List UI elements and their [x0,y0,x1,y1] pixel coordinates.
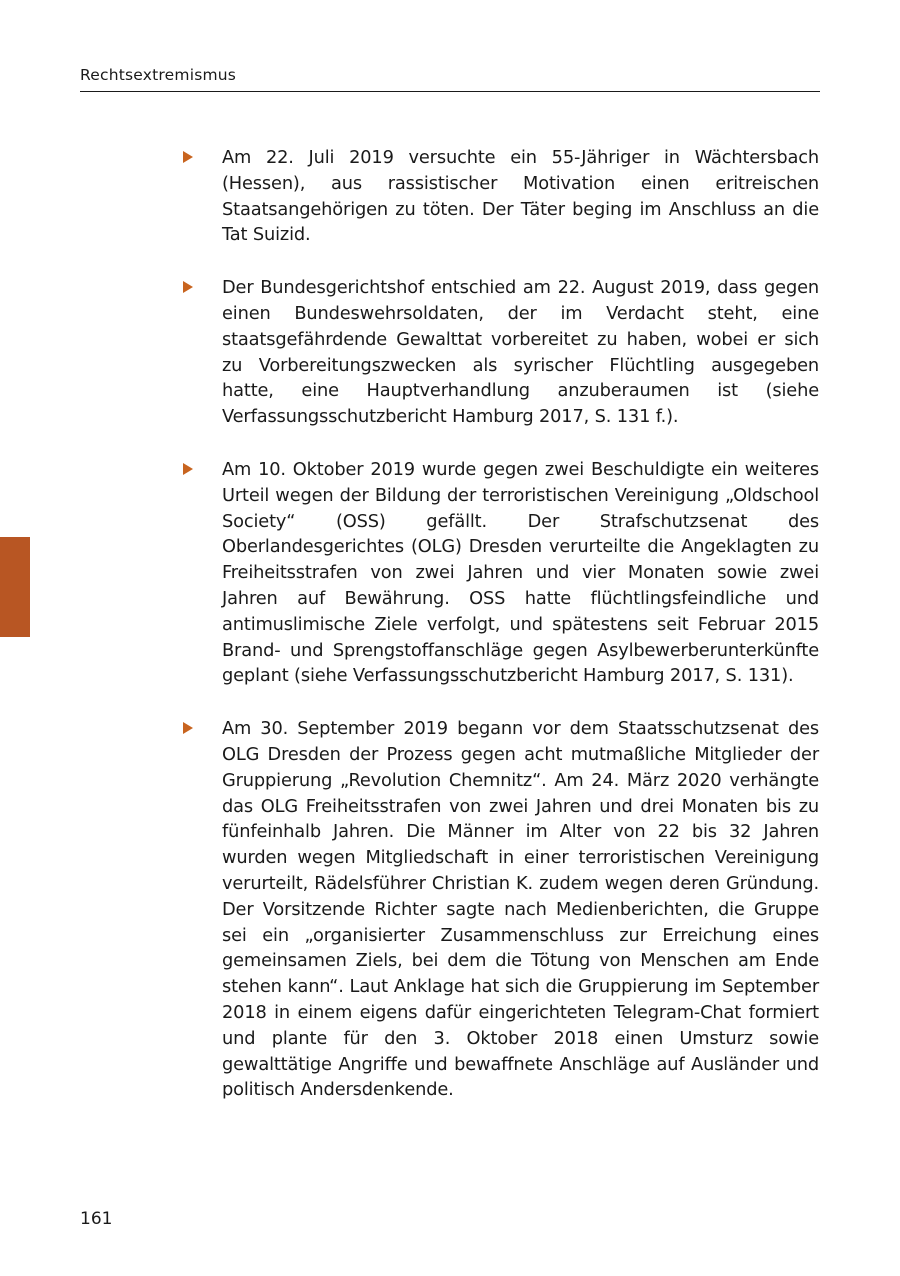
page-number: 161 [80,1209,113,1229]
event-list [222,145,819,1130]
running-header [80,65,820,92]
list-item-text: Am 30. September 2019 begann vor dem Staatsschutzsenat des OLG Dresden der Prozess gegen acht mutmaßliche Mitglieder der Gruppierung „Revolution Chemnitz“. Am 24. März 2020 verhängte das OLG Freiheitsstrafen von zwei Jahren und drei Monaten bis zu fünfeinhalb Jahren. Die Männer im Alter von 22 bis 32 Jahren wurden wegen Mitgliedschaft in einer terroristischen Vereinigung verurteilt, Rädelsführer Christian K. zudem wegen deren Gründung. Der Vorsitzende Richter sagte nach Medienberichten, die Gruppe sei ein „organisierter Zusammenschluss zur Erreichung eines gemeinsamen Ziels, bei dem die Tötung von Menschen am Ende stehen kann“. Laut Anklage hat sich die Gruppierung im September 2018 in einem eigens dafür eingerichteten Telegram-Chat formiert und plante für den 3. Oktober 2018 einen Umsturz sowie gewalttätige Angriffe und bewaffnete Anschläge auf Ausländer und politisch Andersdenkende. [222,718,819,1101]
list-item-text: Der Bundesgerichtshof entschied am 22. August 2019, dass gegen einen Bundeswehrsoldaten, der im Verdacht steht, eine staatsgefährdende Gewalttat vorbereitet zu haben, wobei er sich zu Vorbereitungszwecken als syrischer Flüchtling ausgegeben hatte, eine Hauptverhandlung anzuberaumen ist (siehe Verfassungsschutzbericht Hamburg 2017, S. 131 f.). [222,277,819,428]
list-item [222,145,819,248]
triangle-bullet-icon [183,151,193,163]
triangle-bullet-icon [183,463,193,475]
list-item-text: Am 10. Oktober 2019 wurde gegen zwei Beschuldigte ein weiteres Urteil wegen der Bildung der terroristischen Vereinigung „Oldschool Society“ (OSS) gefällt. Der Strafschutzsenat des Oberlandesgerichtes (OLG) Dresden verurteilte die Angeklagten zu Freiheitsstrafen von zwei Jahren und vier Monaten sowie zwei Jahren auf Bewährung. OSS hatte flüchtlingsfeindliche und antimuslimische Ziele verfolgt, und spätestens seit Februar 2015 Brand- und Sprengstoffanschläge gegen Asylbewerberunterkünfte geplant (siehe Verfassungsschutzbericht Hamburg 2017, S. 131). [222,458,819,687]
triangle-bullet-icon [183,281,193,293]
list-item [222,457,819,689]
list-item-text: Am 22. Juli 2019 versuchte ein 55-Jähriger in Wächtersbach (Hessen), aus rassistischer Motivation einen eritreischen Staatsangehörigen zu töten. Der Täter beging im Anschluss an die Tat Suizid. [222,147,819,246]
chapter-tab-marker [0,537,30,637]
triangle-bullet-icon [183,722,193,734]
list-item [222,275,819,430]
list-item [222,716,819,1103]
section-title: Rechtsextremismus [80,66,237,84]
